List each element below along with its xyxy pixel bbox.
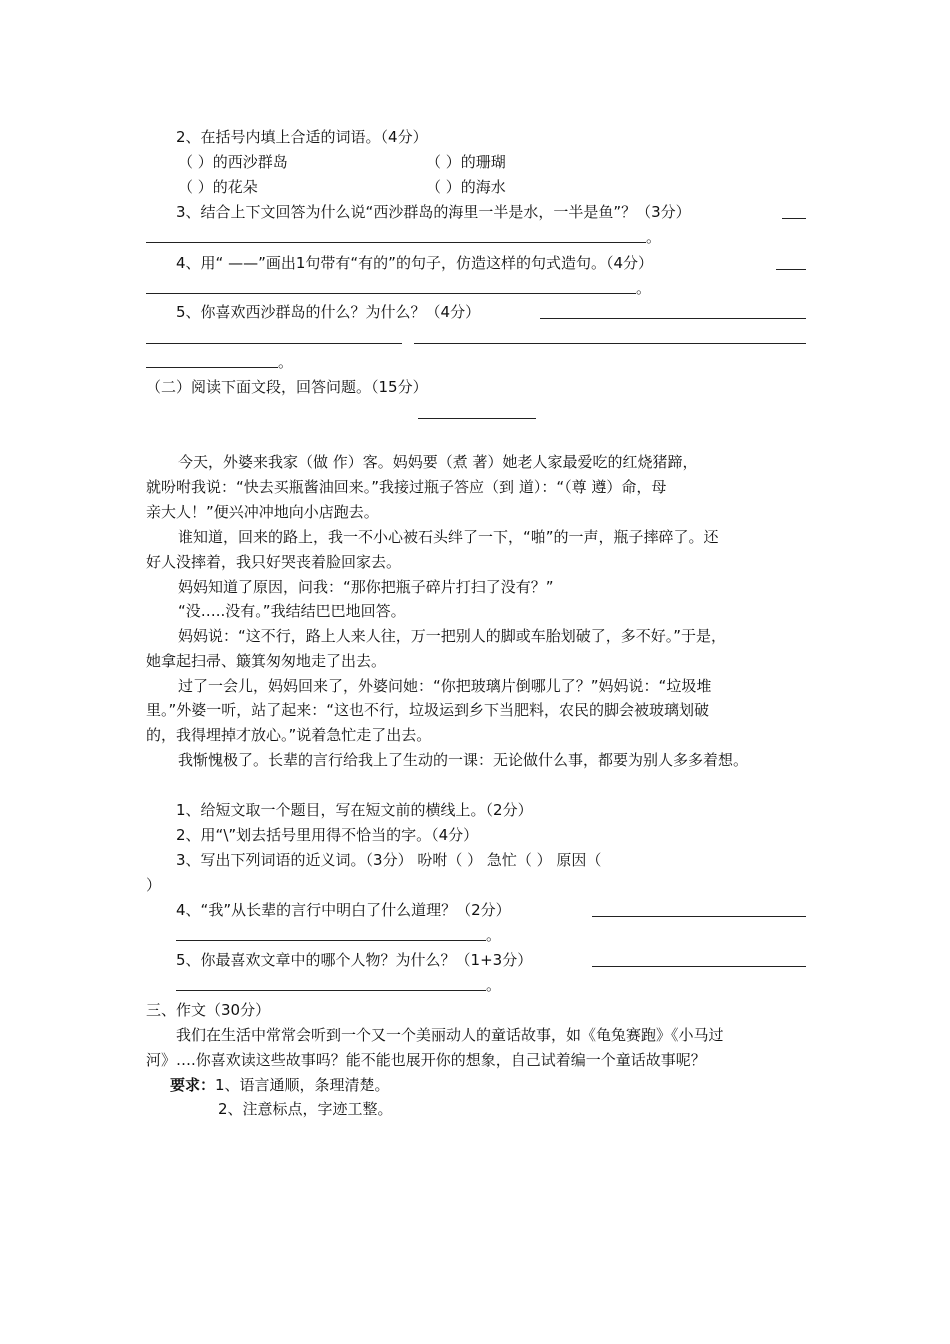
answer-line[interactable] [592,916,806,917]
question-3-synonyms: 3、写出下列词语的近义词。（3分） 吩咐（ ） 急忙（ ） 原因（ [176,851,602,869]
question-1-title: 1、给短文取一个题目，写在短文前的横线上。（2分） [176,801,533,819]
question-3-cont: ） [146,876,162,894]
fill-item-flower: （ ）的花朵 [178,178,258,196]
answer-line[interactable] [176,940,486,941]
answer-line[interactable] [176,990,486,991]
question-4-lesson: 4、“我”从长辈的言行中明白了什么道理？（2分） [176,901,511,919]
period: 。 [278,353,294,371]
passage-line: 我惭愧极了。长辈的言行给我上了生动的一课：无论做什么事，都要为别人多多着想。 [178,751,749,769]
composition-prompt: 河》….你喜欢读这些故事吗？能不能也展开你的想象，自己试着编一个童话故事呢？ [146,1051,706,1069]
period: 。 [486,976,502,994]
answer-line[interactable] [776,269,806,270]
title-blank-line[interactable] [418,418,536,419]
passage-line: 里。”外婆一听，站了起来：“这也不行，垃圾运到乡下当肥料，农民的脚会被玻璃划破 [146,701,710,719]
answer-line[interactable] [540,318,806,319]
passage-line: 妈妈说：“这不行，路上人来人往，万一把别人的脚或车胎划破了，多不好。”于是， [178,627,727,645]
requirement-1: 1、语言通顺，条理清楚。 [215,1076,390,1094]
period: 。 [646,228,662,246]
passage-line: “没…..没有。”我结结巴巴地回答。 [178,602,406,620]
passage-line: 谁知道，回来的路上，我一不小心被石头绊了一下，“啪”的一声，瓶子摔碎了。还 [178,528,719,546]
section-3-heading: 三、作文（30分） [146,1001,271,1019]
passage-line: 亲大人！”便兴冲冲地向小店跑去。 [146,503,379,521]
question-2-fill-words: 2、在括号内填上合适的词语。（4分） [176,128,428,146]
passage-line: 就吩咐我说：“快去买瓶酱油回来。”我接过瓶子答应（到 道）：“（尊 遵）命，母 [146,478,667,496]
fill-item-coral: （ ）的珊瑚 [426,153,506,171]
answer-line[interactable] [146,367,278,368]
requirements [170,1075,390,1095]
period: 。 [486,926,502,944]
section-2-heading: （二）阅读下面文段，回答问题。（15分） [146,378,428,396]
answer-line[interactable] [592,966,806,967]
fill-item-xisha: （ ）的西沙群岛 [178,153,288,171]
composition-prompt: 我们在生活中常常会听到一个又一个美丽动人的童话故事，如《龟兔赛跑》《小马过 [176,1026,724,1044]
answer-line[interactable] [146,293,636,294]
passage-line: 妈妈知道了原因，问我：“那你把瓶子碎片打扫了没有？” [178,578,554,596]
passage-line: 的，我得埋掉才放心。”说着急忙走了出去。 [146,726,432,744]
answer-line[interactable] [146,343,402,344]
fill-item-seawater: （ ）的海水 [426,178,506,196]
question-2-strike: 2、用“\”划去括号里用得不恰当的字。（4分） [176,826,479,844]
passage-line: 过了一会儿，妈妈回来了，外婆问她：“你把玻璃片倒哪儿了？”妈妈说：“垃圾堆 [178,677,712,695]
passage-line: 好人没摔着，我只好哭丧着脸回家去。 [146,553,402,571]
passage-line: 她拿起扫帚、簸箕匆匆地走了出去。 [146,652,387,670]
period: 。 [636,279,652,297]
answer-line[interactable] [782,218,806,219]
question-5-character: 5、你最喜欢文章中的哪个人物？为什么？（1+3分） [176,951,533,969]
question-5-like: 5、你喜欢西沙群岛的什么？为什么？（4分） [176,303,481,321]
question-4-sentence: 4、用“ ——”画出1句带有“有的”的句子，仿造这样的句式造句。（4分） [176,254,653,272]
question-3-why: 3、结合上下文回答为什么说“西沙群岛的海里一半是水，一半是鱼”？（3分） [176,203,691,221]
answer-line[interactable] [146,242,646,243]
requirements-label: 要求： [170,1076,216,1094]
answer-line[interactable] [414,343,806,344]
passage-line: 今天，外婆来我家（做 作）客。妈妈要（煮 著）她老人家最爱吃的红烧猪蹄， [178,453,698,471]
requirement-2: 2、注意标点，字迹工整。 [218,1100,393,1118]
